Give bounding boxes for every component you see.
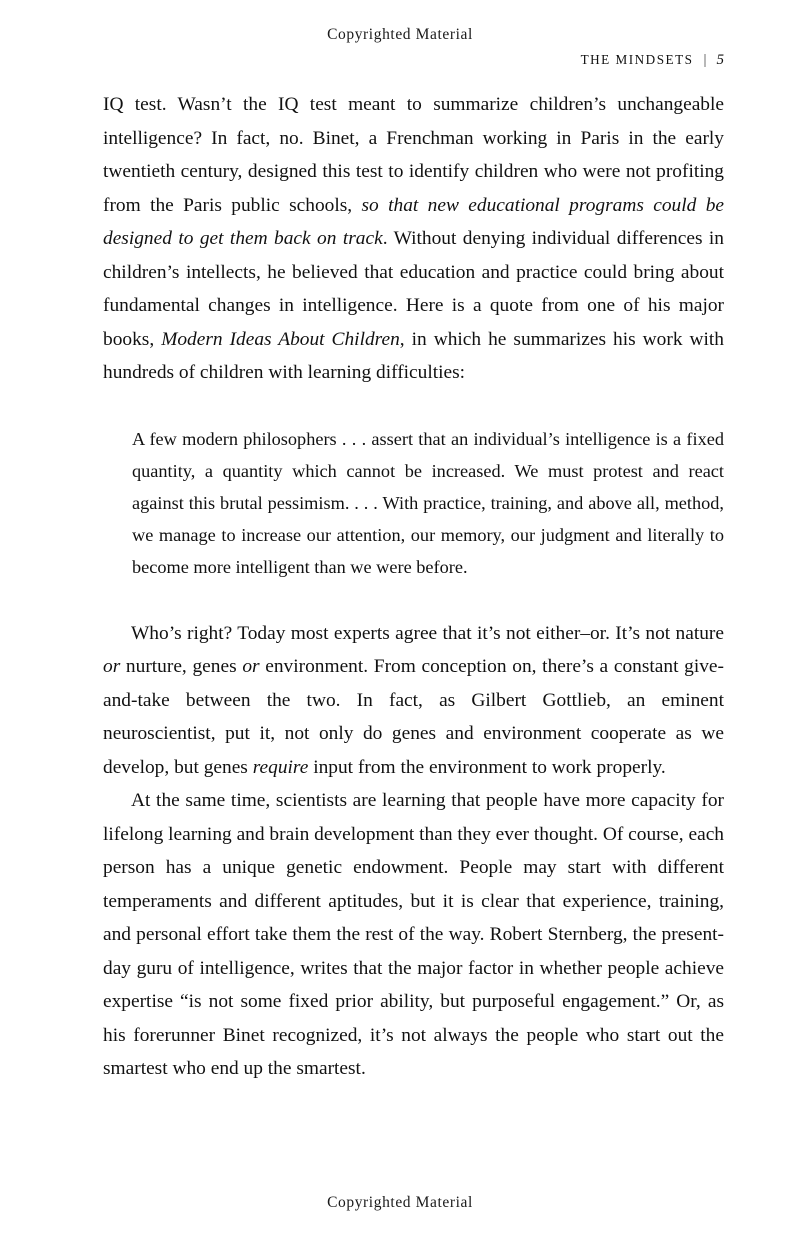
block-quote-text: A few modern philosophers . . . assert that an individual’s intelligence is a fixed quantity, a quantity which cannot be increased. We must protest and react against this brutal pessimism. . . . With practice, training, and above all, method, we manage to increase our attention, our memory, our judgment and literally to become more intelligent than we were before.: [132, 428, 724, 577]
paragraph-2-text-c: environment. From conception on, there’s a constant give-and-take between the two. In fact, as Gilbert Gottlieb, an eminent neuroscientist, put it, not only do genes and environment cooperate as we develop, but genes: [103, 656, 724, 778]
paragraph-2-emphasis-3: require: [252, 756, 309, 778]
paragraph-2-emphasis-2: or: [242, 656, 260, 677]
page-body: [103, 88, 724, 1086]
paragraph-2-text-d: input from the environment to work properly.: [308, 756, 666, 778]
page-number: 5: [716, 52, 724, 68]
running-head: [581, 52, 724, 69]
paragraph-1-emphasis-2: Modern Ideas About Children: [161, 328, 400, 350]
paragraph-1-emphasis-1: so that new educational programs could be designed to get them back on track: [103, 194, 725, 249]
paragraph-2: [103, 617, 724, 785]
block-quote: [103, 423, 724, 583]
running-head-separator: |: [703, 52, 707, 68]
copyright-watermark-bottom: Copyrighted Material: [327, 1194, 473, 1211]
paragraph-1-text-a: IQ test. Wasn’t the IQ test meant to summarize children’s unchangeable intelligence? In fact, no. Binet, a Frenchman working in Paris in the early twentieth century, designed this test to identify children who were not profiting from the Paris public schools,: [103, 94, 724, 216]
copyright-watermark-top: Copyrighted Material: [327, 26, 473, 43]
running-head-title: THE MINDSETS: [580, 52, 694, 67]
paragraph-3: At the same time, scientists are learning that people have more capacity for lifelong learning and brain development than they ever thought. Of course, each person has a unique genetic endowment. People may start with different temperaments and different aptitudes, but it is clear that experience, training, and personal effort take them the rest of the way. Robert Sternberg, the present-day guru of intelligence, writes that the major factor in whether people achieve expertise “is not some fixed prior ability, but purposeful engagement.” Or, as his forerunner Binet recognized, it’s not always the people who start out the smartest who end up the smartest.: [103, 790, 724, 1079]
paragraph-2-emphasis-1: or: [103, 656, 121, 677]
paragraph-1-text-c: , in which he summarizes his work with hundreds of children with learning difficulties:: [103, 328, 724, 383]
paragraph-1-text-b: . Without denying individual differences in children’s intellects, he believed that education and practice could bring about fundamental changes in intelligence. Here is a quote from one of his major books,: [103, 228, 724, 350]
paragraph-2-text-a: Who’s right? Today most experts agree that it’s not either–or. It’s not nature: [131, 622, 724, 644]
paragraph-2-text-b: nurture, genes: [120, 656, 243, 677]
paragraph-1: [103, 88, 724, 390]
